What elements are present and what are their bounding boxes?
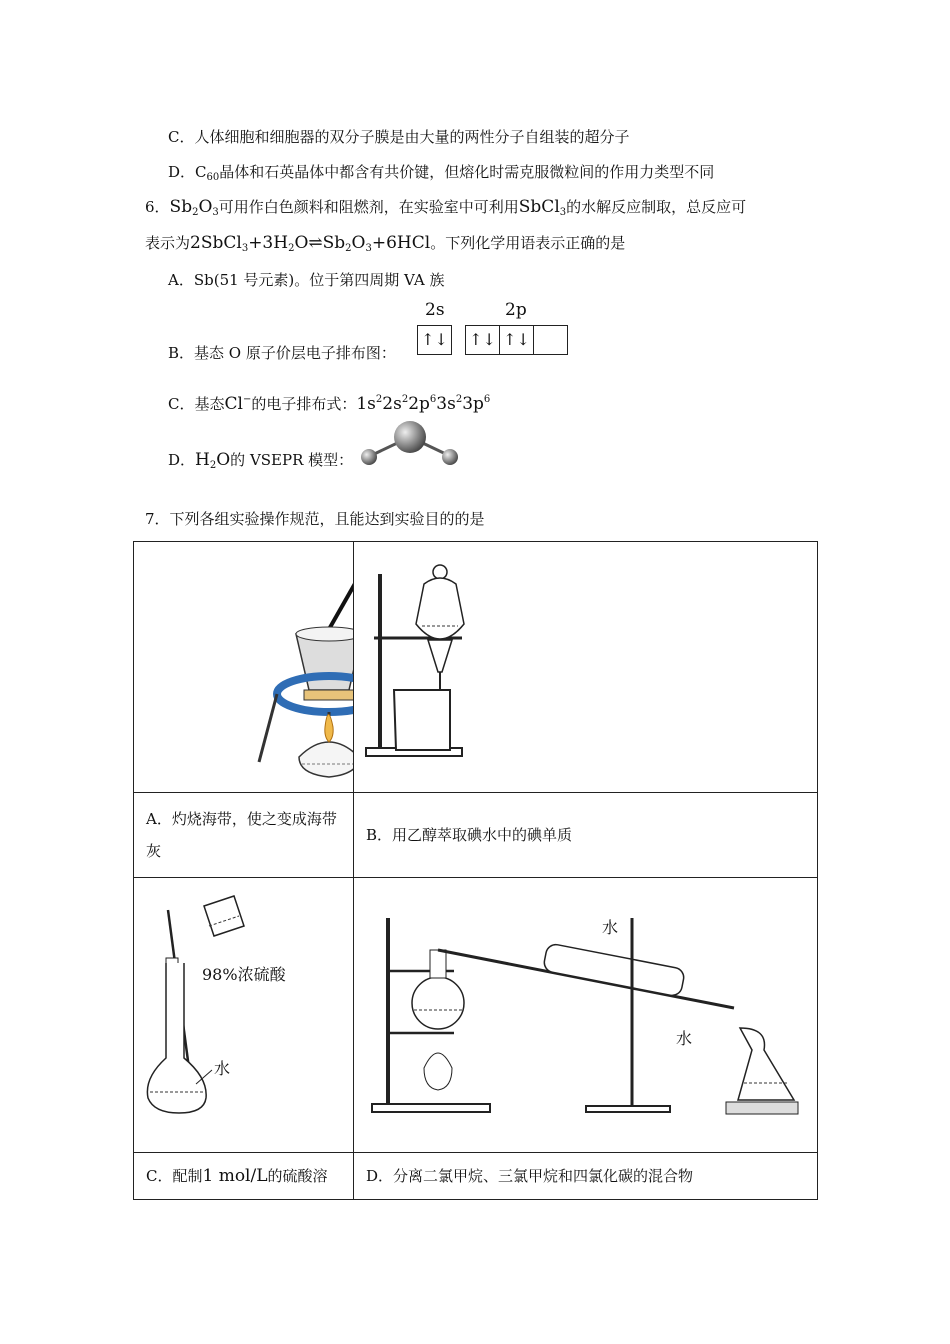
orbital-2p-boxes: ↑↓ ↑↓ bbox=[465, 325, 568, 355]
volumetric-flask-icon bbox=[134, 878, 353, 1148]
q6-option-c: C．基态Cl−的电子排布式：$1s^22s^22p^63s^23p^6$ bbox=[168, 394, 491, 414]
q5-option-c: C．人体细胞和细胞器的双分子膜是由大量的两性分子自组装的超分子 bbox=[168, 128, 630, 146]
q6-stem-line1: 6．$Sb_2O_3$可用作白色颜料和阻燃剂，在实验室中可利用SbCl$_3$的水解反应制取，总反应可 bbox=[145, 197, 747, 218]
image-b-cell bbox=[354, 542, 818, 793]
q7-options-table bbox=[133, 541, 818, 1200]
q6-stem-line2: 表示为$2SbCl_3+3H_2O\rightleftharpoons Sb_2O_3+6HCl$。下列化学用语表示正确的是 bbox=[145, 233, 626, 254]
q7-stem: 7．下列各组实验操作规范，且能达到实验目的的是 bbox=[145, 510, 485, 528]
separatory-funnel-icon bbox=[354, 542, 817, 788]
image-a-cell bbox=[134, 542, 354, 793]
caption-d: D．分离二氯甲烷、三氯甲烷和四氯化碳的混合物 bbox=[354, 1153, 818, 1200]
label-water-d2: 水 bbox=[676, 1029, 693, 1048]
caption-a: A．灼烧海带，使之变成海带灰 bbox=[134, 793, 354, 878]
image-d-cell bbox=[354, 878, 818, 1153]
orbital-2s-box: ↑↓ bbox=[417, 325, 452, 355]
crucible-burning-icon bbox=[134, 542, 353, 788]
distillation-apparatus-icon bbox=[354, 878, 817, 1148]
q6-option-d: D．$H_2O$的 VSEPR 模型： bbox=[168, 450, 354, 471]
caption-c: C．配制1 mol/L的硫酸溶 bbox=[134, 1153, 354, 1200]
vsepr-model-icon bbox=[358, 420, 462, 470]
q6-option-a: A．Sb(51 号元素)。位于第四周期 VA 族 bbox=[168, 271, 445, 289]
label-acid: 98%浓硫酸 bbox=[202, 965, 286, 984]
label-water-c: 水 bbox=[214, 1059, 231, 1078]
label-water-d1: 水 bbox=[602, 918, 619, 937]
q5-option-d: D．$C_{60}$晶体和石英晶体中都含有共价键，但熔化时需克服微粒间的作用力类型不同 bbox=[168, 163, 715, 183]
q6-option-b: B．基态 O 原子价层电子排布图： bbox=[168, 344, 396, 362]
image-c-cell bbox=[134, 878, 354, 1153]
caption-b: B．用乙醇萃取碘水中的碘单质 bbox=[354, 793, 818, 878]
